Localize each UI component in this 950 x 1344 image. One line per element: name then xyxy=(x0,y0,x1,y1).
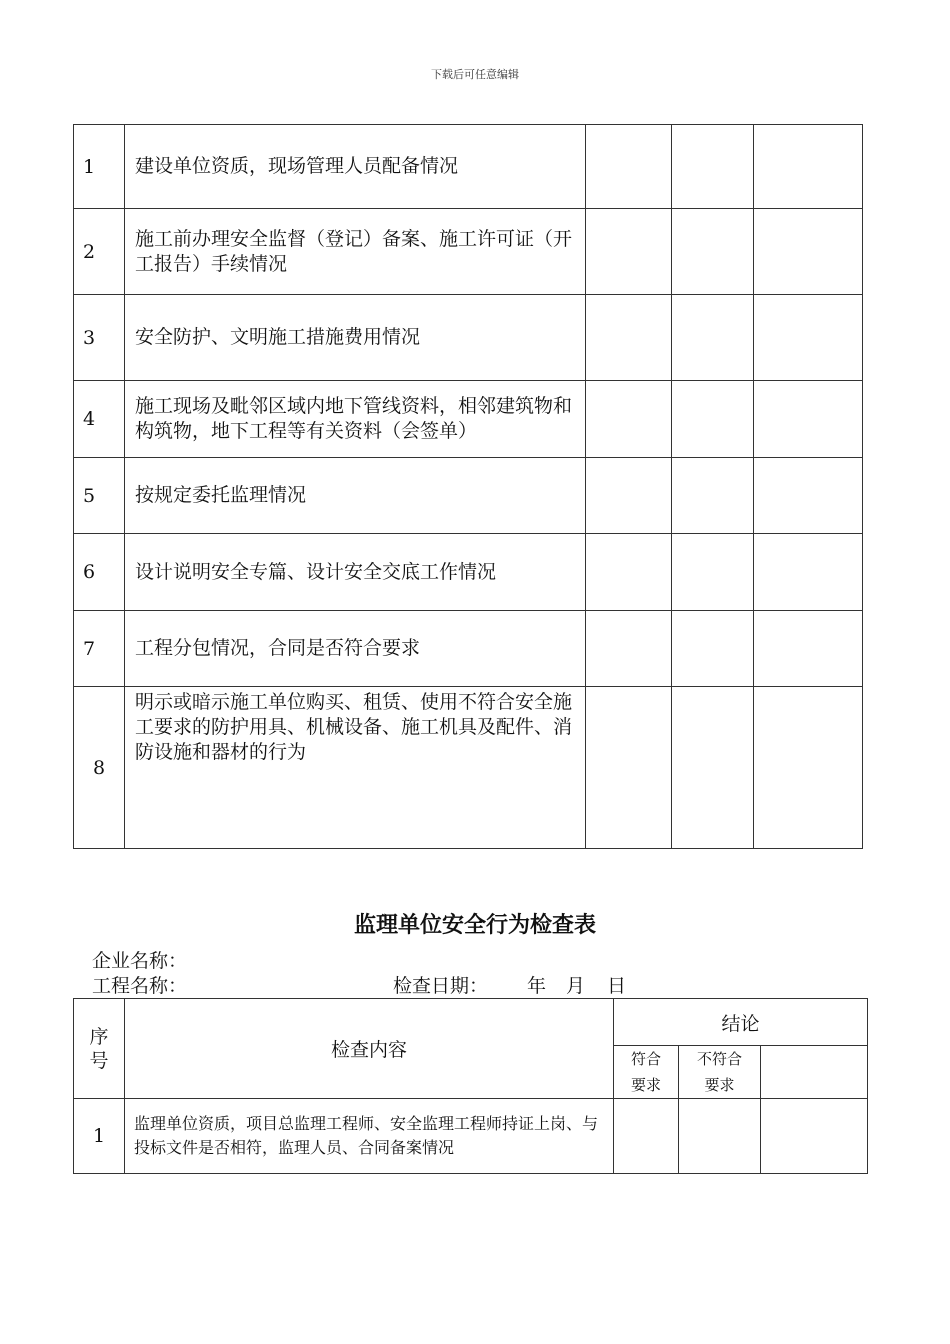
sequence-header-line2: 号 xyxy=(89,1049,109,1072)
table-row xyxy=(74,209,863,295)
row-number: 8 xyxy=(74,687,125,849)
result-cell[interactable] xyxy=(672,687,754,849)
result-cell[interactable] xyxy=(754,611,863,687)
result-cell[interactable] xyxy=(586,611,672,687)
supervision-unit-check-table xyxy=(73,998,868,1174)
row-content: 施工现场及毗邻区域内地下管线资料，相邻建筑物和构筑物，地下工程等有关资料（会签单） xyxy=(125,381,586,458)
noncomply-header xyxy=(679,1046,761,1099)
result-cell[interactable] xyxy=(672,381,754,458)
section-title: 监理单位安全行为检查表 xyxy=(353,912,596,938)
table-row xyxy=(74,611,863,687)
table-row xyxy=(74,125,863,209)
result-cell[interactable] xyxy=(614,1099,679,1174)
result-cell[interactable] xyxy=(672,209,754,295)
table-row xyxy=(74,295,863,381)
project-name-label: 工程名称： xyxy=(92,975,188,997)
result-cell[interactable] xyxy=(679,1099,761,1174)
comply-header-line2: 要求 xyxy=(630,1076,661,1094)
construction-unit-check-table xyxy=(73,124,863,849)
row-content: 明示或暗示施工单位购买、租赁、使用不符合安全施工要求的防护用具、机械设备、施工机具及配件、消防设施和器材的行为 xyxy=(125,687,586,849)
result-cell[interactable] xyxy=(672,125,754,209)
result-cell[interactable] xyxy=(586,125,672,209)
result-cell[interactable] xyxy=(586,295,672,381)
result-cell[interactable] xyxy=(754,295,863,381)
date-year-label: 年 xyxy=(527,975,547,997)
result-cell[interactable] xyxy=(754,125,863,209)
row-content: 安全防护、文明施工措施费用情况 xyxy=(125,295,586,381)
table-row xyxy=(74,381,863,458)
comply-header xyxy=(614,1046,679,1099)
row-content: 建设单位资质，现场管理人员配备情况 xyxy=(125,125,586,209)
table-row xyxy=(74,1099,868,1174)
row-number: 1 xyxy=(74,1099,125,1174)
result-cell[interactable] xyxy=(754,209,863,295)
blank-header-cell xyxy=(761,1046,868,1099)
row-number: 4 xyxy=(74,381,125,458)
header-row xyxy=(74,999,868,1046)
company-name-label: 企业名称： xyxy=(92,950,188,972)
result-cell[interactable] xyxy=(672,458,754,534)
result-cell[interactable] xyxy=(754,458,863,534)
row-content: 监理单位资质，项目总监理工程师、安全监理工程师持证上岗、与投标文件是否相符，监理人员、合同备案情况 xyxy=(125,1099,614,1174)
row-number: 1 xyxy=(74,125,125,209)
result-cell[interactable] xyxy=(672,611,754,687)
result-cell[interactable] xyxy=(761,1099,868,1174)
row-content: 设计说明安全专篇、设计安全交底工作情况 xyxy=(125,534,586,611)
row-content: 工程分包情况，合同是否符合要求 xyxy=(125,611,586,687)
row-number: 7 xyxy=(74,611,125,687)
date-day-label: 日 xyxy=(607,975,627,997)
row-content: 按规定委托监理情况 xyxy=(125,458,586,534)
table-row xyxy=(74,687,863,849)
row-number: 6 xyxy=(74,534,125,611)
row-number: 5 xyxy=(74,458,125,534)
content-header: 检查内容 xyxy=(125,999,614,1099)
result-cell[interactable] xyxy=(754,534,863,611)
result-cell[interactable] xyxy=(754,381,863,458)
noncomply-header-line1: 不符合 xyxy=(696,1050,742,1068)
table-row xyxy=(74,458,863,534)
row-number: 2 xyxy=(74,209,125,295)
result-cell[interactable] xyxy=(586,534,672,611)
result-cell[interactable] xyxy=(586,209,672,295)
result-cell[interactable] xyxy=(586,687,672,849)
row-number: 3 xyxy=(74,295,125,381)
sequence-header xyxy=(74,999,125,1099)
row-content: 施工前办理安全监督（登记）备案、施工许可证（开工报告）手续情况 xyxy=(125,209,586,295)
result-cell[interactable] xyxy=(586,458,672,534)
result-cell[interactable] xyxy=(754,687,863,849)
table-row xyxy=(74,534,863,611)
conclusion-header: 结论 xyxy=(614,999,868,1046)
result-cell[interactable] xyxy=(672,534,754,611)
inspection-date-label: 检查日期： xyxy=(393,975,489,997)
date-month-label: 月 xyxy=(566,975,586,997)
header-note: 下载后可任意编辑 xyxy=(431,68,519,81)
sequence-header-line1: 序 xyxy=(89,1025,109,1048)
comply-header-line1: 符合 xyxy=(630,1050,661,1068)
result-cell[interactable] xyxy=(672,295,754,381)
noncomply-header-line2: 要求 xyxy=(704,1076,735,1094)
result-cell[interactable] xyxy=(586,381,672,458)
